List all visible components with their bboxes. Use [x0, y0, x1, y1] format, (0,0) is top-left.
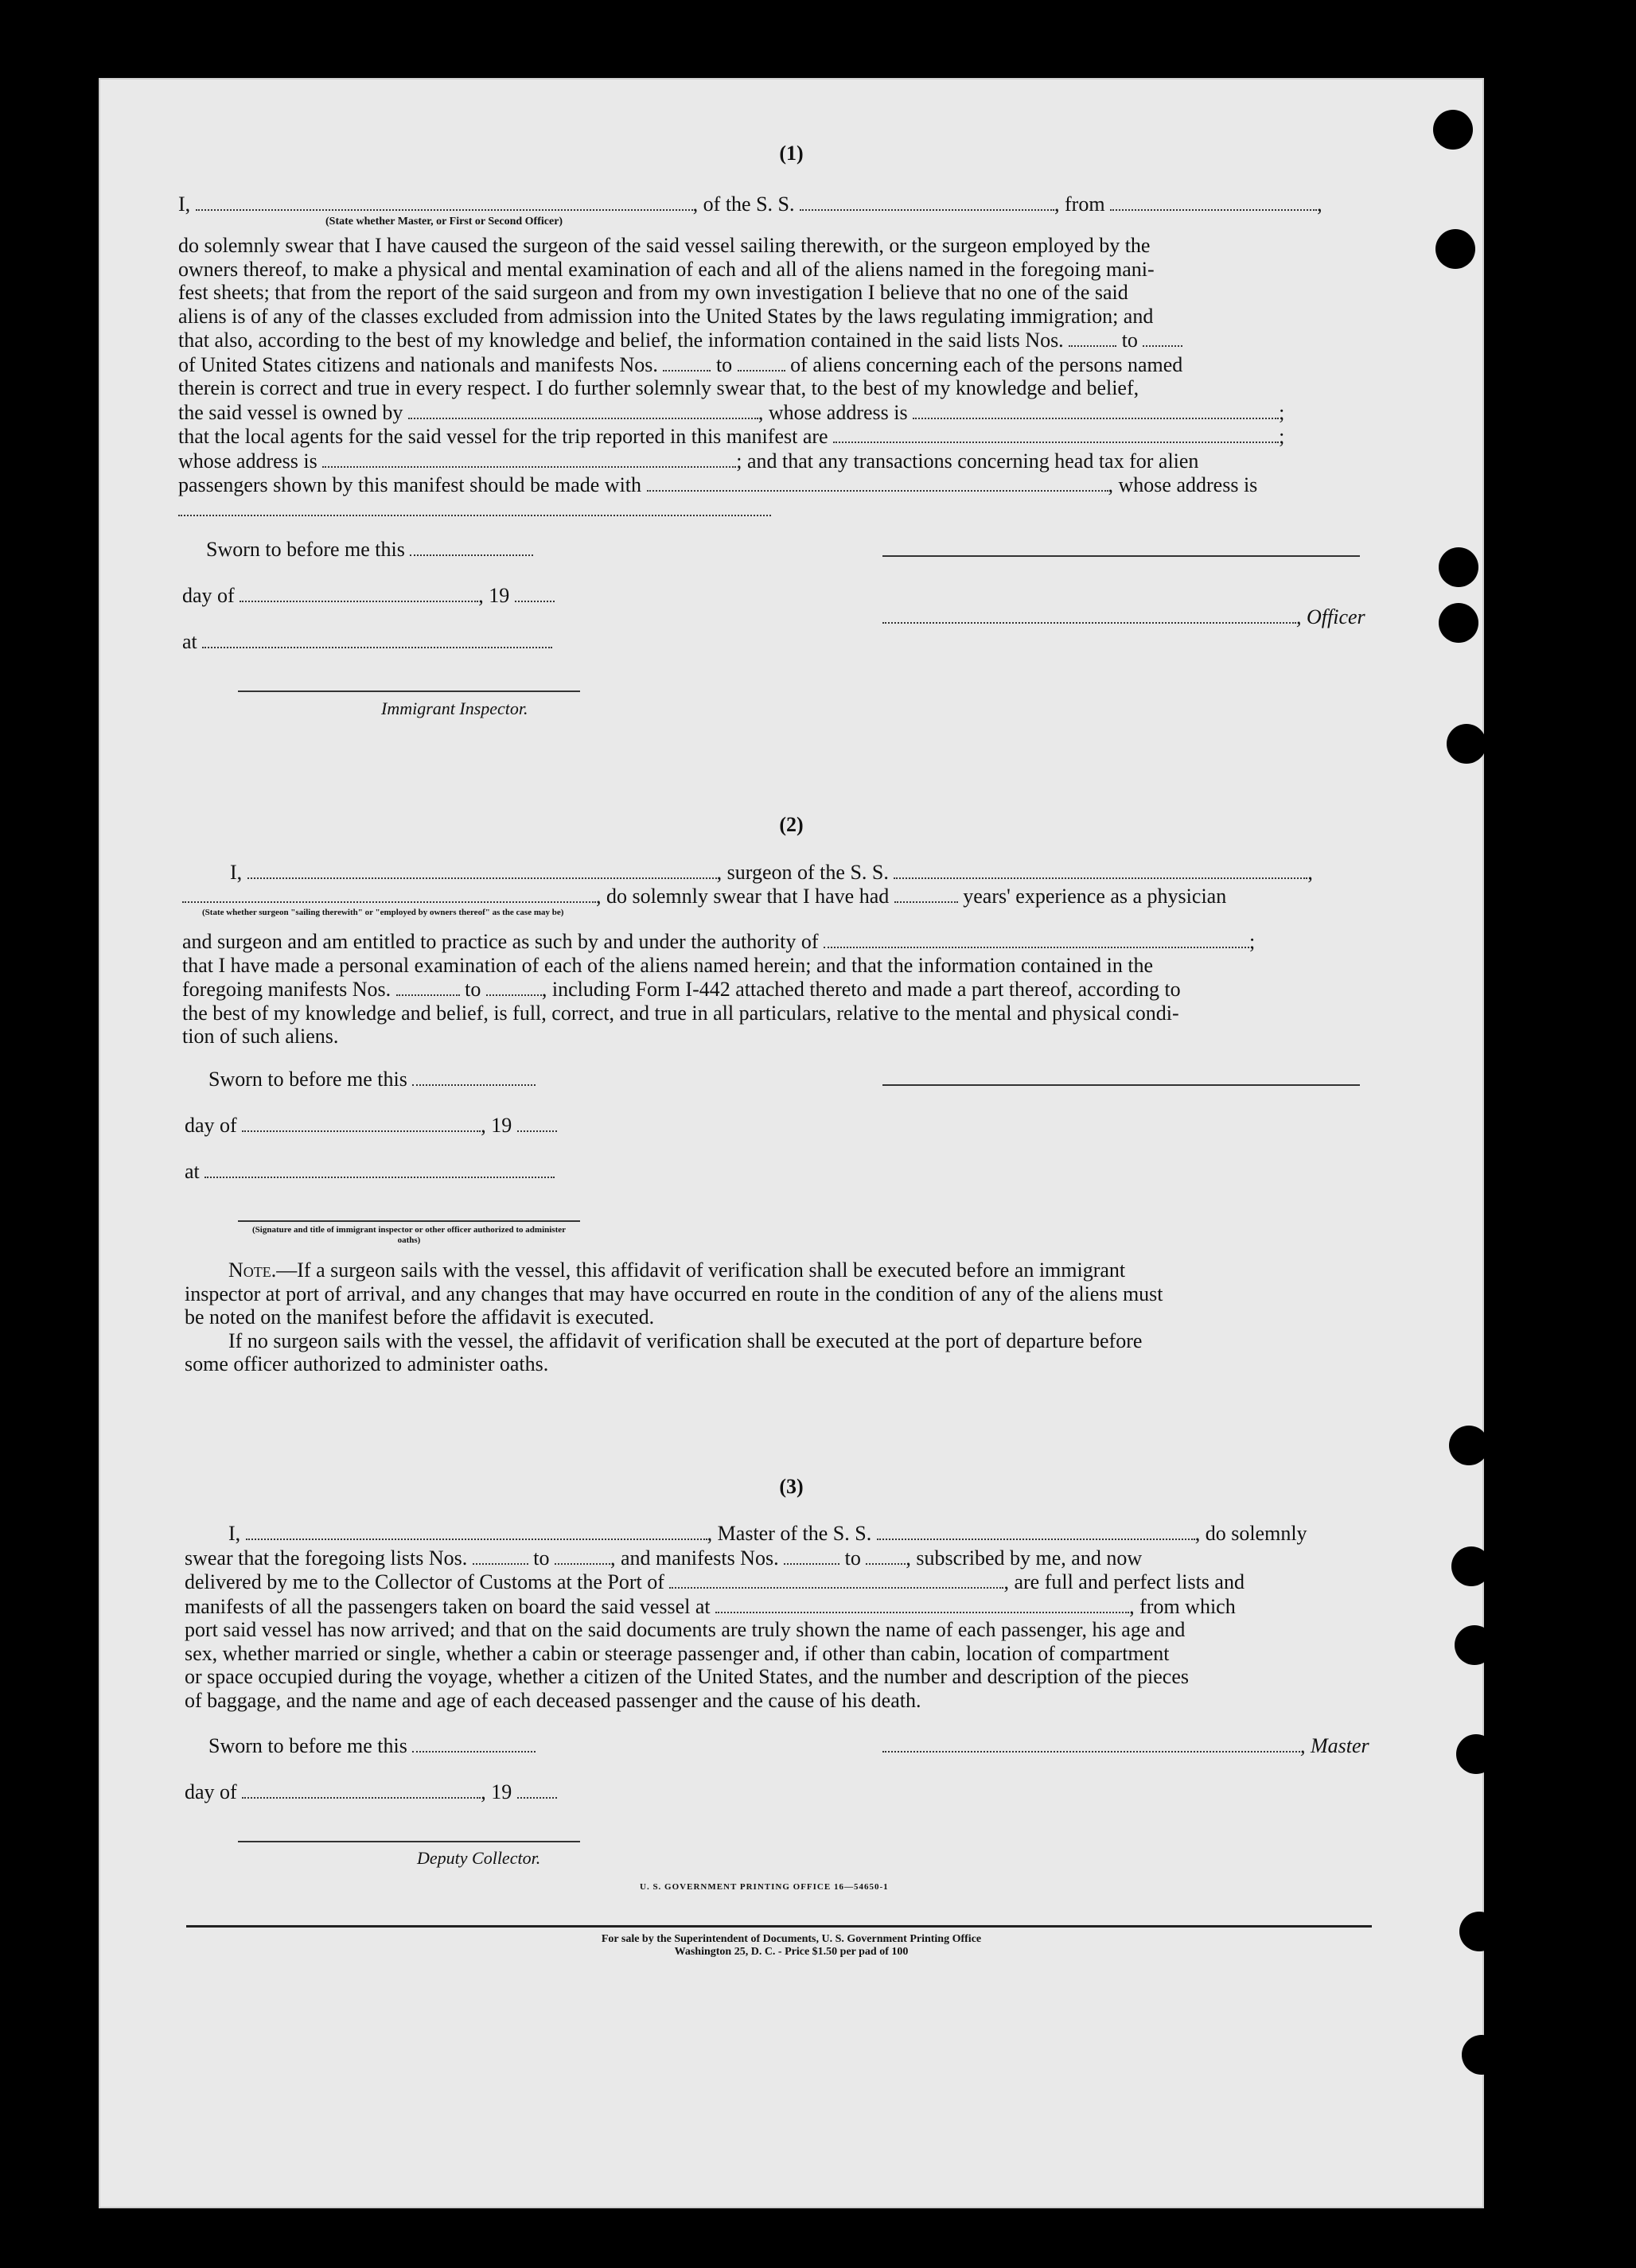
at-line: at: [182, 629, 552, 654]
punch-hole: [1455, 1625, 1494, 1665]
surgeon-line: , do solemnly swear that I have had years' experience as a physician: [182, 884, 1226, 908]
field-note: (State whether surgeon "sailing therewith" or "employed by owners thereof" as the case may be): [202, 908, 564, 917]
sworn-line: Sworn to before me this: [208, 1067, 536, 1091]
note-paragraph: Note.—If a surgeon sails with the vessel, this affidavit of verification shall be executed before an immigrant inspector at port of arrival, and any changes that may have occurred en route in the condition of any of the aliens must be noted on the manifest before the affidavit is executed. If no surgeon sails with the vessel, the affidavit of verification shall be executed at the port of departure before some officer authorized to administer oaths.: [185, 1258, 1163, 1375]
signature-line: [238, 1220, 580, 1222]
section-number: (1): [779, 142, 804, 165]
printing-office-code: U. S. GOVERNMENT PRINTING OFFICE 16—54650-1: [640, 1882, 889, 1892]
master-line: , Master: [882, 1733, 1369, 1758]
day-line: day of , 19: [185, 1113, 557, 1138]
field-note: (State whether Master, or First or Second Officer): [325, 216, 563, 228]
punch-hole: [1439, 603, 1478, 643]
signature-line: [882, 1084, 1360, 1086]
collector-label: Deputy Collector.: [417, 1848, 541, 1868]
section-number: (2): [779, 813, 804, 836]
sale-notice: Washington 25, D. C. - Price $1.50 per pad of 100: [674, 1946, 909, 1958]
punch-hole: [1435, 229, 1475, 269]
oath-line: I, , of the S. S. , from ,: [178, 193, 1322, 216]
punch-hole: [1439, 547, 1478, 587]
oath-body: and surgeon and am entitled to practice as such by and under the authority of ; that I have made a personal examination of each of the aliens named herein; and that the information contained in the foregoing manifests Nos. to , including Form I-442 attached thereto and made a part thereof, according to the best of my knowledge and belief, is full, correct, and true in all particulars, relative to the mental and physical condi- tion of such aliens.: [182, 930, 1256, 1048]
punch-hole: [1447, 724, 1486, 764]
inspector-label: Immigrant Inspector.: [381, 698, 528, 718]
oath-body: I, , Master of the S. S. , do solemnly swear that the foregoing lists Nos. to , and manifests Nos. to , subscribed by me, and now delivered by me to the Collector of Customs at the Port of , are full and perfect lists and manifests of all the passengers taken on board the said vessel at , from which port said vessel has now arrived; and that on the said documents are truly shown the name of each passenger, his age and sex, whether married or single, whether a cabin or steerage passenger and, if other than cabin, location of compartment or space occupied during the voyage, whether a citizen of the United States, and the number and description of the pieces of baggage, and the name and age of each deceased passenger and the cause of his death.: [185, 1522, 1307, 1712]
oath-body: do solemnly swear that I have caused the surgeon of the said vessel sailing therewith, or the surgeon employed by the owners thereof, to make a physical and mental examination of each and all of the aliens named in the foregoing mani- fest sheets; that from the report of the said surgeon and from my own investigation I believe that no one of the said aliens is of any of the classes excluded from admission into the United States by the laws regulating immigration; and that also, according to the best of my knowledge and belief, the information contained in the said lists Nos. to of United States citizens and nationals and manifests Nos. to of aliens concerning each of the persons named therein is correct and true in every respect. I do further solemnly swear that, to the best of my knowledge and belief, the said vessel is owned by , whose address is ; that the local agents for the said vessel for the trip reported in this manifest are ; whose address is ; and that any transactions concerning head tax for alien passengers shown by this manifest should be made with , whose address is: [178, 234, 1368, 521]
surgeon-line: I, , surgeon of the S. S. ,: [230, 861, 1313, 884]
sale-notice: For sale by the Superintendent of Documents, U. S. Government Printing Office: [601, 1933, 982, 1945]
sworn-line: Sworn to before me this: [208, 1733, 536, 1758]
signature-line: [882, 555, 1360, 557]
section-number: (3): [779, 1475, 804, 1498]
punch-hole: [1449, 1426, 1489, 1465]
punch-hole: [1462, 2035, 1502, 2075]
punch-hole: [1451, 1546, 1491, 1586]
signature-line: [238, 691, 580, 692]
at-line: at: [185, 1159, 555, 1184]
form-page: [99, 78, 1484, 2208]
punch-hole: [1456, 1734, 1496, 1774]
signature-note: (Signature and title of immigrant inspector or other officer authorized to administer oaths): [251, 1225, 567, 1245]
day-line: day of , 19: [182, 583, 555, 608]
day-line: day of , 19: [185, 1780, 557, 1804]
sworn-line: Sworn to before me this: [206, 537, 533, 562]
officer-line: , Officer: [882, 605, 1365, 629]
footer-rule: [186, 1925, 1372, 1928]
signature-line: [238, 1841, 580, 1842]
